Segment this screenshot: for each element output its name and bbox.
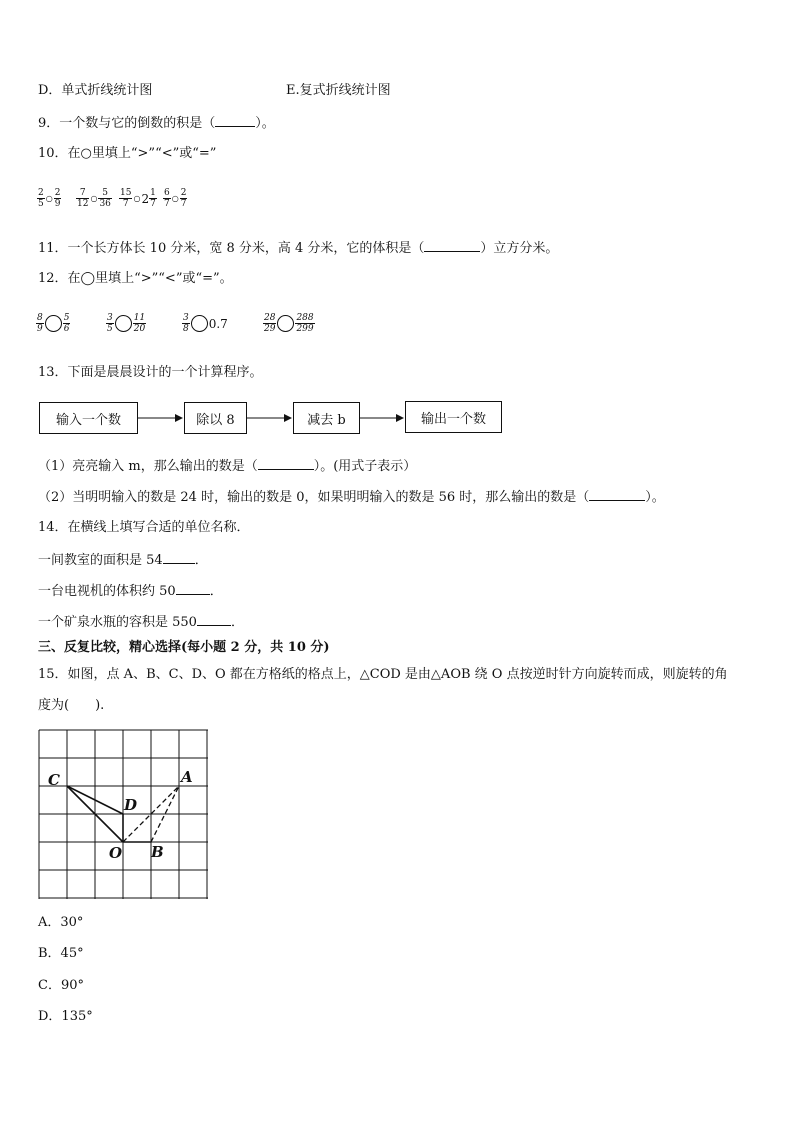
flow-box-subtract: 减去 b bbox=[293, 402, 360, 434]
q14-line-3-text: 一个矿泉水瓶的容积是 550 bbox=[38, 615, 197, 630]
q14-title: 14．在横线上填写合适的单位名称． bbox=[38, 520, 250, 535]
q13-sub1-suffix: ）。(用式子表示） bbox=[313, 459, 417, 474]
flow-box-input: 输入一个数 bbox=[39, 402, 138, 434]
label-o: O bbox=[109, 844, 123, 862]
q10-2-left-fraction: $\frac{7}{12}$ bbox=[77, 188, 89, 209]
q14-line-3-blank[interactable] bbox=[197, 613, 231, 626]
q9-prefix: 9．一个数与它的倒数的积是（ bbox=[38, 116, 216, 131]
flow-box-divide: 除以 8 bbox=[184, 402, 247, 434]
q15-option-c[interactable]: C．90° bbox=[38, 978, 84, 993]
q10-4-circle-icon[interactable]: ○ bbox=[171, 194, 179, 203]
q8-option-d: D．单式折线统计图 bbox=[38, 83, 153, 98]
q10-1-left-fraction: $\frac{2}{5}$ bbox=[38, 188, 44, 209]
q15-option-a[interactable]: A．30° bbox=[38, 915, 84, 930]
q14-line-1-end: ． bbox=[194, 553, 208, 568]
q12-3-left-fraction: $\frac{3}{8}$ bbox=[183, 313, 189, 334]
q13-sub2 bbox=[38, 488, 665, 507]
q10-4-left-fraction: $\frac{6}{7}$ bbox=[164, 188, 170, 209]
q15-option-b[interactable]: B．45° bbox=[38, 946, 84, 961]
q12-1-right-fraction: $\frac{5}{6}$ bbox=[63, 313, 70, 334]
q9-suffix: ）。 bbox=[255, 116, 275, 131]
q13-sub1 bbox=[38, 457, 416, 476]
q14-line-1-text: 一间教室的面积是 54 bbox=[38, 553, 163, 568]
q12-4-left-fraction: $\frac{28}{29}$ bbox=[264, 313, 276, 334]
section-3-heading: 三、反复比较，精心选择(每小题 2 分，共 10 分) bbox=[38, 640, 330, 655]
flow-arrows bbox=[0, 0, 794, 440]
q13-title: 13．下面是晨晨设计的一个计算程序。 bbox=[38, 365, 263, 380]
q12-1-left-fraction: $\frac{8}{9}$ bbox=[37, 313, 43, 334]
q14-line-2 bbox=[38, 582, 223, 601]
q13-sub2-prefix: （2）当明明输入的数是 24 时，输出的数是 0，如果明明输入的数是 56 时，那么输出的数是（ bbox=[38, 490, 590, 505]
label-a: A bbox=[181, 768, 193, 786]
label-d: D bbox=[124, 796, 138, 814]
q13-sub1-prefix: （1）亮亮输入 m，那么输出的数是（ bbox=[38, 459, 258, 474]
q14-line-2-text: 一台电视机的体积约 50 bbox=[38, 584, 176, 599]
q12-2-right-fraction: $\frac{11}{20}$ bbox=[133, 313, 146, 334]
q14-line-2-end: ． bbox=[209, 584, 223, 599]
q14-line-1-blank[interactable] bbox=[163, 551, 195, 564]
q8-option-e: E.复式折线统计图 bbox=[286, 83, 391, 98]
q10-2-circle-icon[interactable]: ○ bbox=[90, 194, 98, 203]
flow-box-output: 输出一个数 bbox=[405, 401, 502, 433]
q11-prefix: 11．一个长方体长 10 分米，宽 8 分米，高 4 分米，它的体积是（ bbox=[38, 241, 425, 256]
q11-suffix: ）立方分米。 bbox=[480, 241, 559, 256]
q14-line-3-end: ． bbox=[230, 615, 244, 630]
q10-3-circle-icon[interactable]: ○ bbox=[133, 194, 141, 203]
q12-3-right-decimal: 0.7 bbox=[208, 316, 228, 331]
q10-2-right-fraction: $\frac{5}{36}$ bbox=[99, 188, 111, 209]
q13-sub2-answer-blank[interactable] bbox=[589, 488, 645, 501]
q13-sub2-suffix: ）。 bbox=[645, 490, 665, 505]
q14-line-1 bbox=[38, 551, 208, 570]
q15-grid-figure bbox=[38, 729, 210, 901]
q15-question-line-1: 15．如图，点 A、B、C、D、O 都在方格纸的格点上，△COD 是由△AOB 绕 O 点按逆时针方向旋转而成，则旋转的角 bbox=[38, 667, 728, 682]
q15-option-d[interactable]: D．135° bbox=[38, 1009, 93, 1024]
q12-4-right-fraction: $\frac{288}{299}$ bbox=[296, 313, 314, 334]
q10-4-right-fraction: $\frac{2}{7}$ bbox=[180, 188, 187, 209]
q10-3-right-fraction: $\frac{1}{7}$ bbox=[150, 188, 156, 209]
q15-question-line-2: 度为( ). bbox=[38, 698, 105, 713]
q10-3-mixed-integer: 2 bbox=[141, 191, 150, 206]
q14-line-2-blank[interactable] bbox=[176, 582, 210, 595]
q10-3-left-fraction: $\frac{15}{7}$ bbox=[120, 188, 132, 209]
q13-sub1-answer-blank[interactable] bbox=[258, 457, 314, 470]
q10-1-right-fraction: $\frac{2}{9}$ bbox=[54, 188, 61, 209]
label-b: B bbox=[151, 843, 164, 861]
q14-line-3 bbox=[38, 613, 244, 632]
label-c: C bbox=[48, 771, 60, 789]
q12-2-left-fraction: $\frac{3}{5}$ bbox=[107, 313, 113, 334]
q10-1-circle-icon[interactable]: ○ bbox=[45, 194, 53, 203]
q12-title: 12．在◯里填上“>”“<”或“=”。 bbox=[38, 271, 233, 286]
q10-title: 10．在○里填上“>”“<”或“=” bbox=[38, 146, 217, 161]
